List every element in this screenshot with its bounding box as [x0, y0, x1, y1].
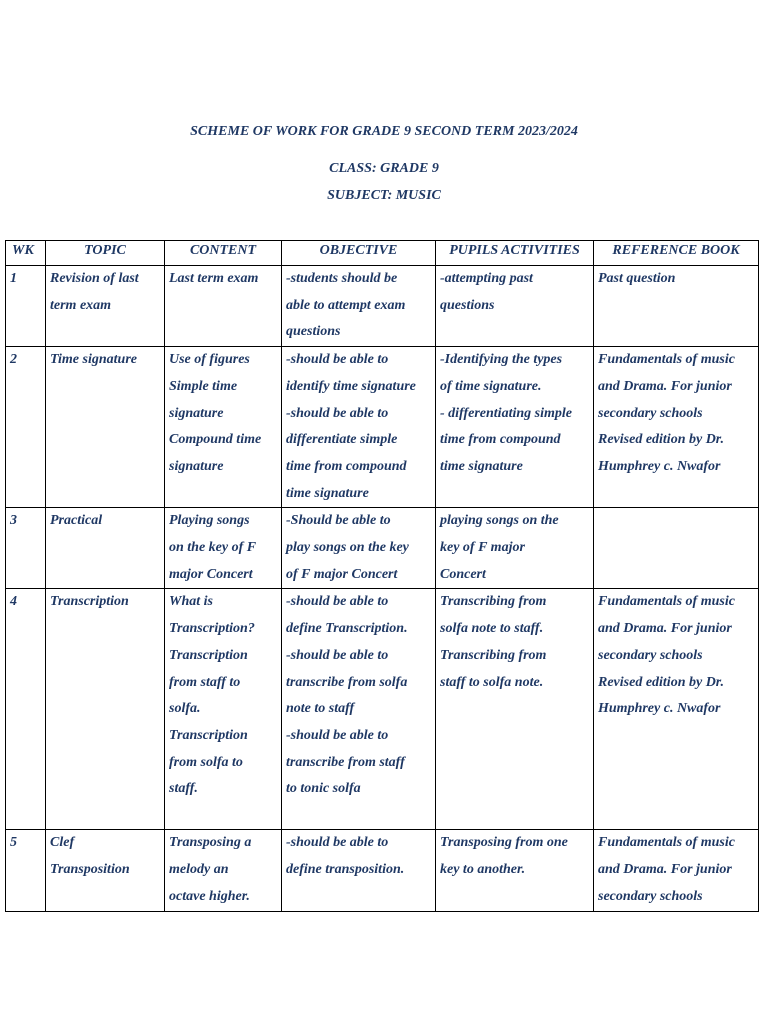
week-cell [6, 266, 46, 347]
cell-text-line: note to staff [286, 701, 355, 717]
cell-text-line: Revised edition by Dr. [598, 432, 724, 448]
cell-text-line: Transcription [50, 594, 129, 610]
cell-text-line: questions [286, 324, 341, 340]
cell-text-line: on the key of F [169, 540, 257, 556]
content-cell [165, 589, 282, 830]
cell-text-line: questions [440, 297, 495, 313]
table-header-row [6, 241, 759, 266]
activities-cell [436, 589, 594, 830]
cell-text-line: Transposition [50, 862, 130, 878]
cell-text-line: -Should be able to [286, 513, 391, 529]
cell-text-line: define transposition. [286, 862, 405, 878]
topic-cell [46, 508, 165, 589]
cell-text-line: Playing songs [169, 513, 250, 529]
reference-cell [594, 266, 759, 347]
cell-text-line: Transcribing from [440, 647, 547, 663]
cell-text-line: Transposing from one [440, 835, 568, 851]
cell-text-line: Use of figures [169, 352, 250, 368]
cell-text-line: time signature [440, 458, 523, 474]
cell-text-line: Past question [598, 271, 676, 286]
cell-text-line: Simple time [169, 378, 238, 394]
cell-text-line: -Identifying the types [440, 352, 563, 368]
cell-text-line: Humphrey c. Nwafor [598, 458, 721, 474]
content-cell [165, 266, 282, 347]
objective-cell [282, 266, 436, 347]
header-pupils-activities: PUPILS ACTIVITIES [436, 241, 594, 266]
table-body [6, 266, 759, 912]
table-row [6, 508, 759, 589]
cell-text-line: to tonic solfa [286, 781, 361, 797]
cell-text-line: time from compound [440, 432, 561, 448]
cell-text-line: staff to solfa note. [440, 674, 544, 690]
cell-text-line: -should be able to [286, 647, 389, 663]
cell-text-line: 5 [10, 835, 17, 851]
subject-line: SUBJECT: MUSIC [327, 188, 441, 203]
activities-cell [436, 266, 594, 347]
cell-text-line: transcribe from staff [286, 754, 405, 770]
cell-text-line: 2 [10, 352, 17, 368]
cell-text-line: staff. [169, 781, 198, 797]
cell-text-line: Fundamentals of music [598, 594, 735, 610]
reference-cell [594, 589, 759, 830]
cell-text-line: differentiate simple [286, 432, 398, 448]
cell-text-line: Fundamentals of music [598, 835, 735, 851]
topic-cell [46, 347, 165, 508]
cell-text-line: and Drama. For junior [598, 862, 732, 878]
reference-cell [594, 347, 759, 508]
cell-text-line: 1 [10, 271, 17, 286]
cell-text-line: and Drama. For junior [598, 621, 732, 637]
cell-text-line: -should be able to [286, 835, 389, 851]
cell-text-line: secondary schools [598, 888, 703, 904]
topic-cell [46, 589, 165, 830]
cell-text-line: of time signature. [440, 378, 542, 394]
objective-cell [282, 347, 436, 508]
cell-text-line: -should be able to [286, 352, 389, 368]
reference-cell [594, 830, 759, 911]
cell-text-line: define Transcription. [286, 621, 408, 637]
cell-text-line: -should be able to [286, 405, 389, 421]
cell-text-line: secondary schools [598, 405, 703, 421]
cell-text-line: solfa. [169, 701, 201, 717]
cell-text-line: Transposing a [169, 835, 252, 851]
cell-text-line: of F major Concert [286, 566, 398, 582]
header-topic: TOPIC [46, 241, 165, 266]
cell-text-line: Transcribing from [440, 594, 547, 610]
topic-cell [46, 266, 165, 347]
content-cell [165, 830, 282, 911]
cell-text-line: key of F major [440, 540, 525, 556]
cell-text-line: 3 [10, 513, 17, 529]
cell-text-line: -should be able to [286, 727, 389, 743]
cell-text-line: octave higher. [169, 888, 250, 904]
activities-cell [436, 347, 594, 508]
cell-text-line: and Drama. For junior [598, 378, 732, 394]
cell-text-line: Last term exam [169, 271, 259, 286]
topic-cell [46, 830, 165, 911]
cell-text-line: What is [169, 594, 213, 610]
scheme-of-work-table [5, 240, 759, 912]
cell-text-line: able to attempt exam [286, 297, 406, 313]
cell-text-line: secondary schools [598, 647, 703, 663]
week-cell [6, 830, 46, 911]
cell-text-line: 4 [10, 594, 17, 610]
content-cell [165, 508, 282, 589]
week-cell [6, 347, 46, 508]
week-cell [6, 589, 46, 830]
cell-text-line: Time signature [50, 352, 137, 368]
table-row [6, 266, 759, 347]
cell-text-line: identify time signature [286, 378, 416, 394]
cell-text-line: Transcription [169, 727, 248, 743]
header-reference-book: REFERENCE BOOK [594, 241, 759, 266]
cell-text-line: Transcription [169, 647, 248, 663]
week-cell [6, 508, 46, 589]
objective-cell [282, 589, 436, 830]
cell-text-line: signature [169, 458, 224, 474]
cell-text-line: Concert [440, 566, 486, 582]
table-row [6, 589, 759, 830]
cell-text-line: major Concert [169, 566, 253, 582]
cell-text-line: -attempting past [440, 271, 533, 286]
cell-text-line: solfa note to staff. [440, 621, 544, 637]
cell-text-line: playing songs on the [440, 513, 559, 529]
cell-text-line: key to another. [440, 862, 526, 878]
cell-text-line: -should be able to [286, 594, 389, 610]
objective-cell [282, 830, 436, 911]
activities-cell [436, 508, 594, 589]
table-row [6, 347, 759, 508]
reference-cell [594, 508, 759, 589]
header-content: CONTENT [165, 241, 282, 266]
cell-text-line: melody an [169, 862, 229, 878]
cell-text-line: from staff to [169, 674, 241, 690]
cell-text-line: Revision of last [50, 271, 139, 286]
cell-text-line: -students should be [286, 271, 398, 286]
cell-text-line: time from compound [286, 458, 407, 474]
cell-text-line: Humphrey c. Nwafor [598, 701, 721, 717]
cell-text-line: Clef [50, 835, 75, 851]
content-cell [165, 347, 282, 508]
cell-text-line: Practical [50, 513, 103, 529]
cell-text-line: play songs on the key [286, 540, 409, 556]
cell-text-line: - differentiating simple [440, 405, 572, 421]
cell-text-line: Transcription? [169, 621, 255, 637]
cell-text-line: term exam [50, 297, 112, 313]
cell-text-line: Revised edition by Dr. [598, 674, 724, 690]
table-row [6, 830, 759, 911]
cell-text-line: transcribe from solfa [286, 674, 408, 690]
cell-text-line: from solfa to [169, 754, 243, 770]
cell-text-line: signature [169, 405, 224, 421]
cell-text-line: time signature [286, 485, 369, 501]
header-objective: OBJECTIVE [282, 241, 436, 266]
cell-text-line: Compound time [169, 432, 262, 448]
document-title: SCHEME OF WORK FOR GRADE 9 SECOND TERM 2023/2024 [190, 124, 578, 139]
header-wk: WK [6, 241, 46, 266]
objective-cell [282, 508, 436, 589]
activities-cell [436, 830, 594, 911]
class-line: CLASS: GRADE 9 [329, 161, 439, 176]
cell-text-line: Fundamentals of music [598, 352, 735, 368]
